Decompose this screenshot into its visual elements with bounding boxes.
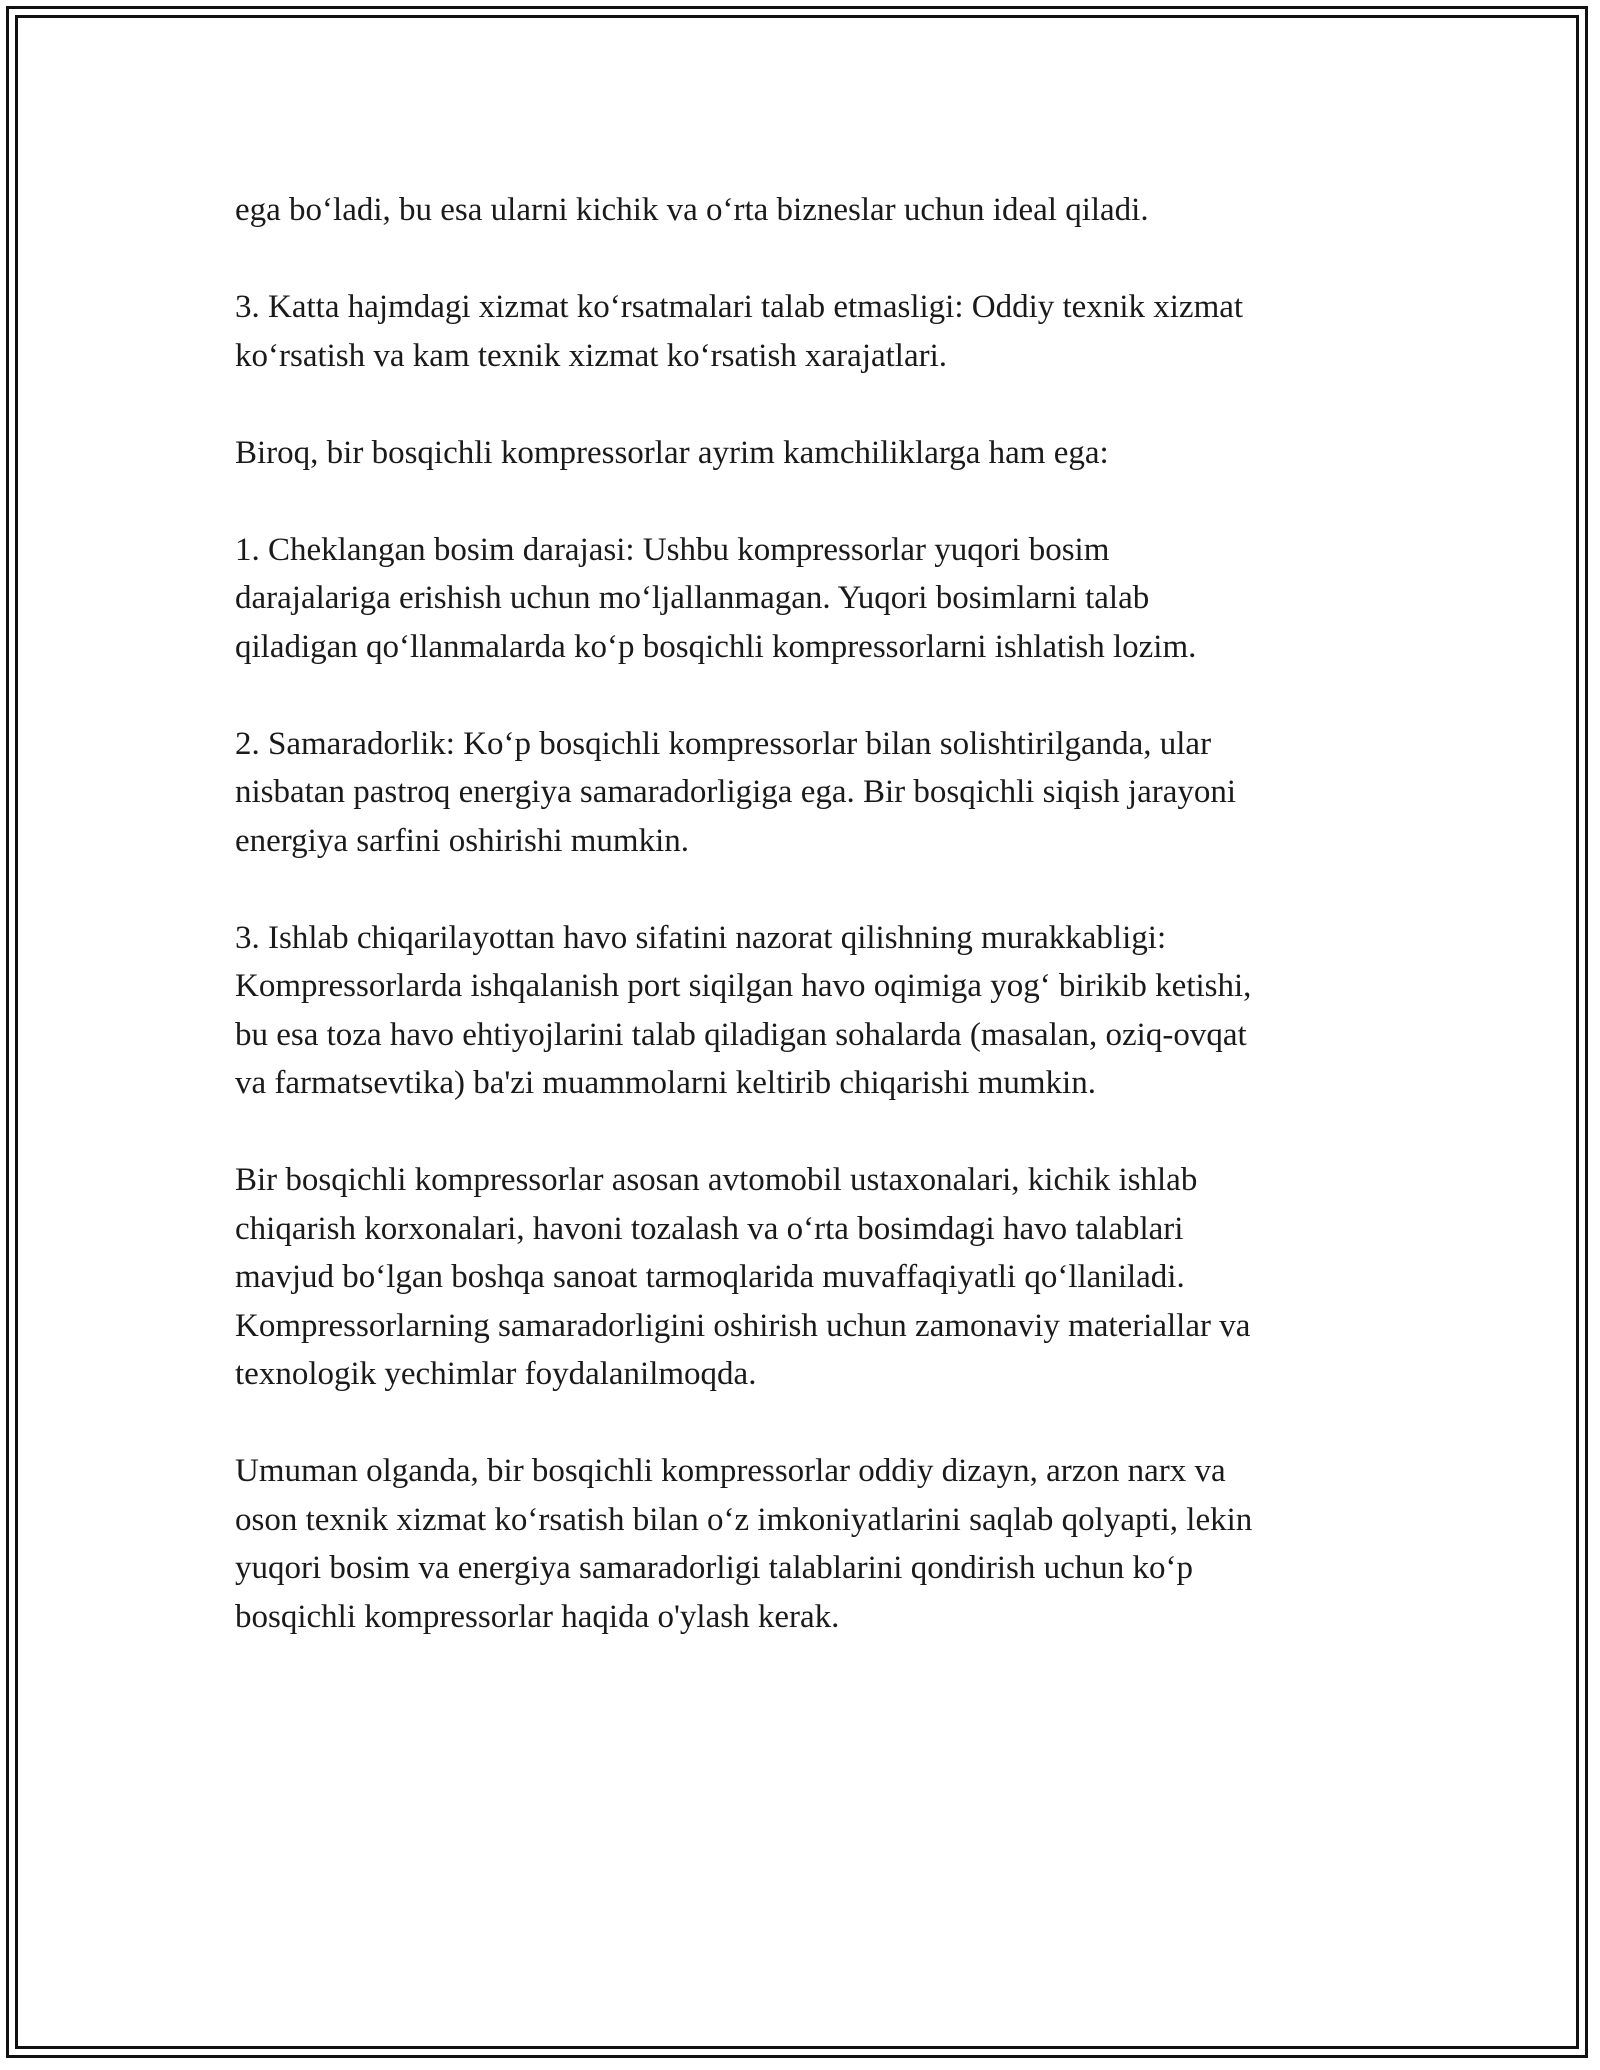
paragraph-disadvantage-2: 2. Samaradorlik: Ko‘p bosqichli kompressorlar bilan solishtirilganda, ular nisbatan pastroq energiya samaradorligiga ega. Bir bosqichli siqish jarayoni energiya sarfini oshirishi mumkin. [235,725,1237,859]
paragraph-disadvantage-3: 3. Ishlab chiqarilayottan havo sifatini nazorat qilishning murakkabligi: Kompressorlarda ishqalanish port siqilgan havo oqimiga yog‘ birikib ketishi, bu esa toza havo ehtiyojlarini talab qiladigan sohalarda (masalan, oziq-ovqat va farmatsevtika) ba'zi muammolarni keltirib chiqarishi mumkin. [235,919,1252,1101]
paragraph-disadvantage-1: 1. Cheklangan bosim darajasi: Ushbu kompressorlar yuqori bosim darajalariga erishish uchun mo‘ljallanmagan. Yuqori bosimlarni talab qiladigan qo‘llanmalarda ko‘p bosqichli kompressorlarni ishlatish lozim. [235,531,1197,665]
paragraph-conclusion: Umuman olganda, bir bosqichli kompressorlar oddiy dizayn, arzon narx va oson texnik xizmat ko‘rsatish bilan o‘z imkoniyatlarini saqlab qolyapti, lekin yuqori bosim va energiya samaradorligi talablarini qondirish uchun ko‘p bosqichli kompressorlar haqida o'ylash kerak. [235,1453,1253,1635]
paragraph-applications: Bir bosqichli kompressorlar asosan avtomobil ustaxonalari, kichik ishlab chiqarish korxonalari, havoni tozalash va o‘rta bosimdagi havo talablari mavjud bo‘lgan boshqa sanoat tarmoqlarida muvaffaqiyatli qo‘llaniladi. Kompressorlarning samaradorligini oshirish uchun zamonaviy materiallar va texnologik yechimlar foydalanilmoqda. [235,1162,1251,1392]
paragraph-advantage-3: 3. Katta hajmdagi xizmat ko‘rsatmalari talab etmasligi: Oddiy texnik xizmat ko‘rsatish va kam texnik xizmat ko‘rsatish xarajatlari. [235,289,1244,374]
paragraph-disadvantages-heading: Biroq, bir bosqichli kompressorlar ayrim kamchiliklarga ham ega: [235,434,1109,471]
document-body [235,186,1375,1690]
paragraph-intro-continuation: ega bo‘ladi, bu esa ularni kichik va o‘rta bizneslar uchun ideal qiladi. [235,192,1149,228]
